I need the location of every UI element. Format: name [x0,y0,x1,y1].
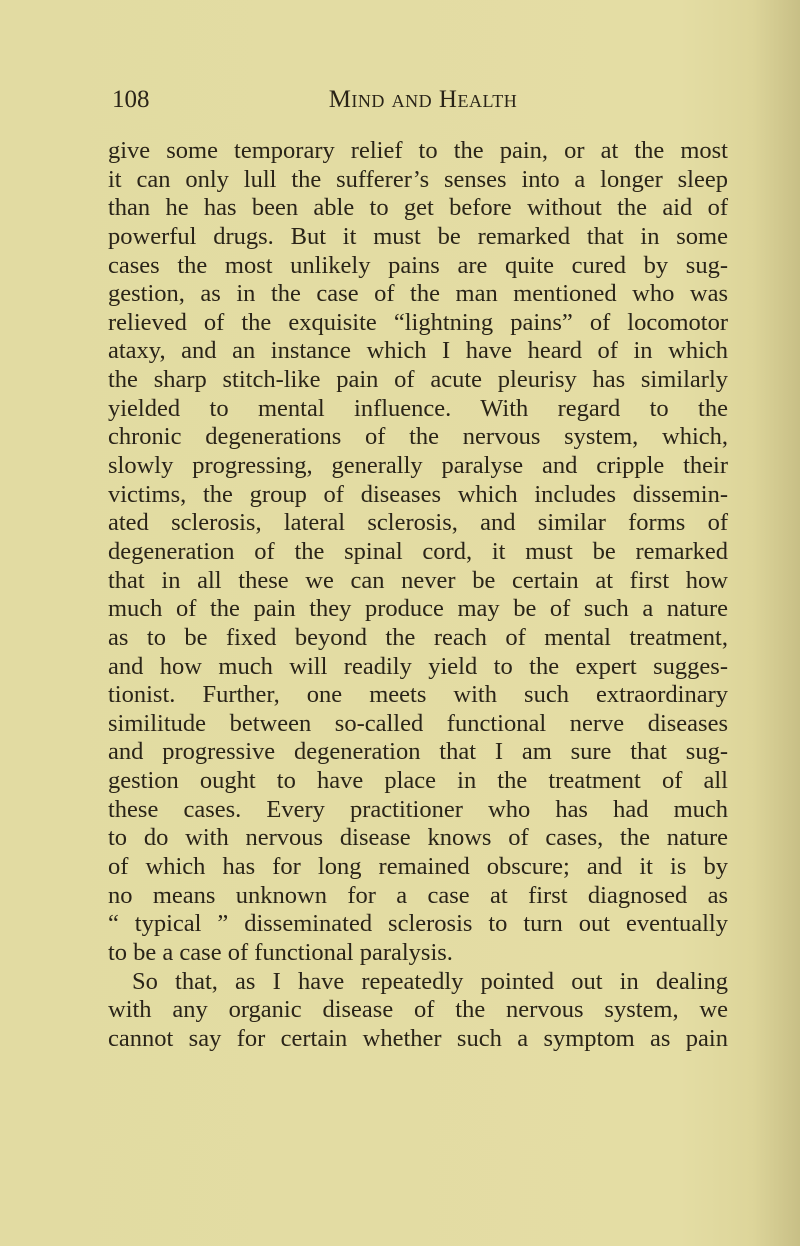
text-line-content: slowly progressing, generally paralyse and cripple their [108,452,728,480]
text-line-content: tionist. Further, one meets with such extraordinary [108,681,728,709]
text-line-content: to be a case of functional paralysis. [108,938,453,966]
text-line-content: gestion, as in the case of the man mentioned who was [108,280,728,308]
text-line [108,166,728,195]
text-line-content: cases the most unlikely pains are quite cured by sug- [108,251,728,279]
text-line [108,366,728,395]
text-line-content: it can only lull the sufferer’s senses into a longer sleep [108,165,728,193]
text-line [108,710,728,739]
text-line [108,653,728,682]
text-line-content: with any organic disease of the nervous system, we [108,996,728,1024]
text-line-content: ataxy, and an instance which I have heard of in which [108,337,728,365]
text-line-content: give some temporary relief to the pain, or at the most [108,137,728,164]
text-line-content: as to be fixed beyond the reach of mental treatment, [108,623,728,651]
text-line-content: to do with nervous disease knows of cases, the nature [108,824,728,852]
text-line-content: yielded to mental influence. With regard to the [108,394,728,422]
text-line-content: powerful drugs. But it must be remarked that in some [108,222,728,250]
text-line [108,595,728,624]
text-line [108,767,728,796]
text-line [108,481,728,510]
text-line [108,538,728,567]
text-line-content: and how much will readily yield to the expert sugges- [108,652,728,680]
running-title: Mind and Health [328,86,518,113]
text-line [108,567,728,596]
text-line [108,309,728,338]
text-line [108,968,728,997]
text-line [108,280,728,309]
text-line-content: degeneration of the spinal cord, it must be remarked [108,537,728,565]
text-line-content: of which has for long remained obscure; and it is by [108,853,728,881]
text-line-content: these cases. Every practitioner who has had much [108,795,728,823]
text-line [108,137,728,166]
text-line-content: chronic degenerations of the nervous system, which, [108,423,728,451]
text-line [108,395,728,424]
text-line-content: ated sclerosis, lateral sclerosis, and similar forms of [108,509,728,537]
text-line [108,624,728,653]
text-line-content: relieved of the exquisite “lightning pains” of locomotor [108,308,728,336]
text-line-content: gestion ought to have place in the treatment of all [108,767,728,795]
text-line-content: the sharp stitch-like pain of acute pleurisy has similarly [108,366,728,394]
text-line [108,796,728,825]
text-line [108,337,728,366]
text-line-content: and progressive degeneration that I am sure that sug- [108,738,728,766]
page-number: 108 [112,86,150,113]
text-line-content: that in all these we can never be certain at first how [108,566,728,594]
text-line-content: similitude between so-called functional nerve diseases [108,709,728,737]
text-line [108,1025,728,1054]
text-line [108,423,728,452]
text-line [108,681,728,710]
text-line [108,252,728,281]
text-line [108,194,728,223]
text-line [108,223,728,252]
text-line [108,882,728,911]
text-line-content: no means unknown for a case at first diagnosed as [108,881,728,909]
body-text [108,137,728,1054]
text-line [108,824,728,853]
text-line [108,452,728,481]
text-line-content: cannot say for certain whether such a symptom as pain [108,1024,728,1052]
text-line-content: So that, as I have repeatedly pointed out in dealing [132,967,728,995]
text-line [108,910,728,939]
text-line [108,996,728,1025]
text-line-content: “ typical ” disseminated sclerosis to turn out eventually [108,910,728,938]
text-line [108,738,728,767]
text-line [108,853,728,882]
text-line-content: than he has been able to get before without the aid of [108,194,728,222]
text-line [108,509,728,538]
text-line-content: victims, the group of diseases which includes dissemin- [108,480,728,508]
text-line-content: much of the pain they produce may be of such a nature [108,595,728,623]
page-header [108,86,728,120]
text-line [108,939,728,968]
